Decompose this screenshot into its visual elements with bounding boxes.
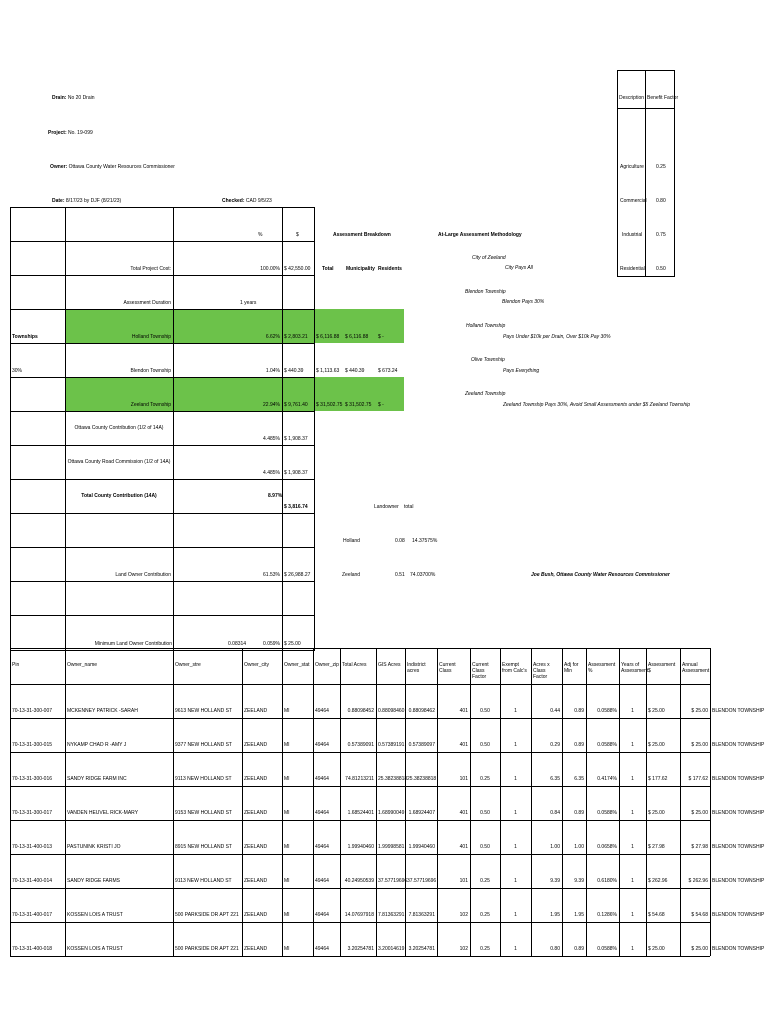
table-gridline	[10, 752, 710, 753]
split-landowner: 0.51	[395, 572, 405, 578]
table-cell: 49464	[315, 742, 329, 748]
table-cell: 0.88098460	[378, 708, 405, 714]
table-cell: $ 177.62	[648, 776, 668, 782]
holland-value: $ 2,803.21	[284, 334, 308, 340]
split-landowner: 0.08	[395, 538, 405, 544]
table-cell: MI	[284, 810, 290, 816]
table-cell: 0.50	[480, 810, 490, 816]
min-landowner-pct: 0.059%	[263, 641, 280, 647]
table-cell: 0.80	[550, 946, 560, 952]
split-total: 14.37575%	[412, 538, 438, 544]
table-cell: MI	[284, 742, 290, 748]
table-gridline	[376, 648, 377, 956]
table-cell: 1.00	[550, 844, 560, 850]
table-cell: $ 25.00	[648, 708, 665, 714]
table-cell: $ 25.00	[691, 946, 708, 952]
table-cell: 0.50	[480, 708, 490, 714]
table-cell: 49464	[315, 708, 329, 714]
table-cell: 1.95	[574, 912, 584, 918]
table-cell: ZEELAND	[244, 844, 268, 850]
table-cell: BLENDON TOWNSHIP	[712, 878, 765, 884]
total-county-label: Total County Contribution (14A)	[81, 493, 157, 499]
table-cell: 1	[514, 912, 517, 918]
col-pct: %	[258, 232, 263, 238]
table-cell: 0.84	[550, 810, 560, 816]
table-cell: 9.39	[574, 878, 584, 884]
table-cell: NYKAMP CHAD R -AMY J	[67, 742, 127, 748]
table-cell: MI	[284, 912, 290, 918]
benefit-desc: Commercial	[620, 198, 647, 204]
table-cell: 37.57719696	[378, 878, 408, 884]
table-header-cell: Total Acres	[342, 662, 367, 668]
table-cell: 7.81363291	[408, 912, 435, 918]
table-header-cell: Current Class Factor	[472, 662, 489, 680]
table-gridline	[282, 648, 283, 956]
benefit-col-factor: Benefit Factor	[647, 95, 679, 101]
table-gridline	[10, 684, 710, 685]
table-cell: 1	[631, 776, 634, 782]
benefit-desc: Agriculture	[620, 164, 644, 170]
table-header-cell: Owner_name	[67, 662, 98, 668]
table-header-cell: Exempt from Calc's	[502, 662, 527, 674]
table-header-cell: Indistrict acres	[407, 662, 426, 674]
table-header-cell: Owner_stat	[284, 662, 310, 668]
split-name: Holland	[343, 538, 360, 544]
table-gridline	[340, 648, 341, 956]
table-gridline	[65, 648, 66, 956]
table-gridline	[10, 956, 710, 957]
checked-value: CAD 9/5/23	[245, 198, 272, 204]
table-cell: 49464	[315, 844, 329, 850]
table-cell: BLENDON TOWNSHIP	[712, 776, 765, 782]
table-cell: 1.99998581	[378, 844, 405, 850]
benefit-desc: Industrial	[622, 232, 643, 238]
table-gridline	[437, 648, 438, 956]
min-landowner-value: $ 25.00	[284, 641, 301, 647]
table-cell: 401	[459, 810, 468, 816]
assessment-duration-label: Assessment Duration	[123, 300, 171, 306]
table-cell: ZEELAND	[244, 776, 268, 782]
table-cell: 1	[631, 912, 634, 918]
table-gridline	[10, 648, 710, 649]
table-cell: MCKENNEY PATRICK -SARAH	[67, 708, 138, 714]
checked-label: Checked: CAD 9/5/23	[222, 198, 272, 204]
table-cell: ZEELAND	[244, 810, 268, 816]
table-cell: ZEELAND	[244, 708, 268, 714]
table-cell: 0.6180%	[597, 878, 617, 884]
table-cell: 3.20014619	[378, 946, 405, 952]
landowner-col: Landowner	[374, 504, 399, 510]
table-cell: 8915 NEW HOLLAND ST	[175, 844, 232, 850]
table-cell: 49464	[315, 810, 329, 816]
benefit-col-description: Description	[619, 95, 645, 101]
table-cell: 0.88098462	[408, 708, 435, 714]
col-dollar: $	[296, 232, 299, 238]
benefit-factor: 0.25	[656, 164, 666, 170]
table-header-cell: Acres x Class Factor	[533, 662, 550, 680]
table-cell: 1	[514, 844, 517, 850]
table-cell: MI	[284, 946, 290, 952]
table-header-cell: GIS Acres	[378, 662, 401, 668]
table-cell: 49464	[315, 776, 329, 782]
zeeland-muni: $ 31,502.75	[345, 402, 372, 408]
table-gridline	[10, 922, 710, 923]
total-county-pct: 8.97%	[268, 493, 283, 499]
table-cell: 7.81363291	[378, 912, 405, 918]
total-county-value: $ 3,816.74	[284, 504, 308, 510]
table-cell: 1	[631, 844, 634, 850]
table-gridline	[10, 648, 11, 956]
project-label: Project: No. 19-099	[48, 130, 93, 136]
table-cell: 0.89	[574, 946, 584, 952]
benefit-factor: 0.80	[656, 198, 666, 204]
table-gridline	[173, 648, 174, 956]
table-cell: 70-13-31-400-018	[12, 946, 53, 952]
table-cell: 6.35	[574, 776, 584, 782]
method-name: Olive Township	[471, 357, 505, 363]
table-cell: 1	[514, 946, 517, 952]
table-cell: $ 25.00	[691, 742, 708, 748]
date-value: 8/17/23 by DJF (8/21/23)	[65, 198, 122, 204]
table-cell: $ 27.98	[691, 844, 708, 850]
holland-total: $ 6,116.88	[316, 334, 340, 340]
method-desc: Pays Under $10k per Drain, Over $10k Pay 30%	[503, 334, 611, 340]
table-cell: 70-13-31-300-016	[12, 776, 53, 782]
table-cell: $ 262.96	[648, 878, 668, 884]
table-header-cell: Annual Assessment	[682, 662, 710, 674]
table-gridline	[562, 648, 563, 956]
holland-pct: 6.62%	[265, 334, 280, 340]
table-cell: $ 25.00	[691, 810, 708, 816]
table-header-cell: Pin	[12, 662, 20, 668]
blendon-muni: $ 440.39	[345, 368, 365, 374]
total-project-cost-label: Total Project Cost:	[130, 266, 171, 272]
ottawa-road-label: Ottawa County Road Commission (1/2 of 14A)	[67, 459, 171, 465]
blendon-pct: 1.04%	[265, 368, 280, 374]
table-header-cell: Current Class	[439, 662, 456, 674]
table-header-cell: Years of Assessment	[621, 662, 649, 674]
townships-label: Townships	[12, 334, 38, 340]
total-header: Total	[322, 266, 334, 272]
table-cell: $ 25.00	[691, 708, 708, 714]
total-project-cost-value: $ 42,550.00	[284, 266, 311, 272]
table-cell: 25.38238818	[378, 776, 408, 782]
table-cell: 1	[631, 810, 634, 816]
table-cell: 70-13-31-300-017	[12, 810, 53, 816]
zeeland-township-label: Zeeland Township	[130, 402, 171, 408]
table-cell: 102	[459, 946, 468, 952]
table-cell: 1	[631, 878, 634, 884]
landowner-contribution-label: Land Owner Contribution	[115, 572, 171, 578]
table-gridline	[10, 820, 710, 821]
table-cell: 0.57389191	[378, 742, 405, 748]
signature: Joe Bush, Ottawa County Water Resources Commissioner	[531, 572, 670, 578]
table-cell: 0.29	[550, 742, 560, 748]
table-cell: ZEELAND	[244, 912, 268, 918]
table-cell: 401	[459, 708, 468, 714]
methodology-title: At-Large Assessment Methodology	[438, 232, 522, 238]
method-desc: City Pays All	[505, 265, 533, 271]
blendon-res: $ 673.24	[378, 368, 398, 374]
table-cell: BLENDON TOWNSHIP	[712, 742, 765, 748]
table-cell: 0.50	[480, 742, 490, 748]
table-cell: 0.57389097	[408, 742, 435, 748]
method-name: Blendon Township	[465, 289, 506, 295]
table-cell: 0.25	[480, 912, 490, 918]
municipality-header: Municipality	[346, 266, 375, 272]
table-cell: 0.4174%	[597, 776, 617, 782]
table-cell: 9113 NEW HOLLAND ST	[175, 878, 232, 884]
min-landowner-label: Minimum Land Owner Contribution	[94, 641, 172, 647]
table-cell: 0.50	[480, 844, 490, 850]
table-cell: 70-13-31-300-015	[12, 742, 53, 748]
table-header-cell: Owner_city	[244, 662, 270, 668]
zeeland-total: $ 31,502.75	[316, 402, 343, 408]
zeeland-pct: 22.94%	[263, 402, 280, 408]
table-cell: MI	[284, 708, 290, 714]
table-cell: 14.07697918	[344, 912, 374, 918]
table-cell: MI	[284, 844, 290, 850]
project-value: No. 19-099	[68, 130, 93, 136]
table-cell: 3.20254781	[347, 946, 374, 952]
table-cell: 1.68990049	[378, 810, 405, 816]
table-gridline	[242, 648, 243, 956]
table-gridline	[10, 854, 710, 855]
ottawa-road-pct: 4.485%	[263, 470, 280, 476]
table-cell: $ 262.96	[688, 878, 708, 884]
table-cell: 102	[459, 912, 468, 918]
table-cell: $ 54.68	[691, 912, 708, 918]
owner-label: Owner: Ottawa County Water Resources Commissioner	[50, 164, 175, 170]
drain-label: Drain: No 20 Drain	[52, 95, 95, 101]
table-cell: 6.35	[550, 776, 560, 782]
table-cell: 101	[459, 776, 468, 782]
landowner-value: $ 26,988.27	[284, 572, 311, 578]
ottawa-county-label: Ottawa County Contribution (1/2 of 14A)	[74, 425, 164, 431]
blendon-total: $ 1,113.63	[316, 368, 340, 374]
table-cell: SANDY RIDGE FARM INC	[67, 776, 127, 782]
table-gridline	[646, 648, 647, 956]
table-cell: $ 27.98	[648, 844, 665, 850]
table-cell: 0.0588%	[597, 946, 617, 952]
holland-township-label: Holland Township	[131, 334, 171, 340]
table-cell: 40.24950539	[344, 878, 374, 884]
table-cell: MI	[284, 776, 290, 782]
table-cell: 9113 NEW HOLLAND ST	[175, 776, 232, 782]
table-cell: 25.38238818	[407, 776, 437, 782]
table-cell: BLENDON TOWNSHIP	[712, 946, 765, 952]
table-gridline	[405, 648, 406, 956]
table-cell: 0.88098452	[347, 708, 374, 714]
total-project-cost-pct: 100.00%	[260, 266, 280, 272]
table-cell: ZEELAND	[244, 946, 268, 952]
townships-pct: 30%	[12, 368, 23, 374]
table-cell: 74.81213211	[345, 776, 374, 782]
table-cell: 1	[514, 742, 517, 748]
drain-value: No 20 Drain	[67, 95, 95, 101]
table-gridline	[470, 648, 471, 956]
table-cell: KOSSEN LOIS A TRUST	[67, 912, 123, 918]
zeeland-res: $ -	[378, 402, 384, 408]
table-cell: 0.25	[480, 946, 490, 952]
benefit-desc: Residential	[620, 266, 645, 272]
method-name: Holland Township	[466, 323, 506, 329]
table-cell: 70-13-31-400-013	[12, 844, 53, 850]
table-cell: 401	[459, 742, 468, 748]
ottawa-county-value: $ 1,908.37	[284, 436, 308, 442]
table-cell: 1	[514, 776, 517, 782]
table-gridline	[680, 648, 681, 956]
table-cell: 3.20254781	[408, 946, 435, 952]
table-gridline	[10, 888, 710, 889]
total-col: total	[404, 504, 414, 510]
table-header-cell: Owner_stre	[175, 662, 201, 668]
table-cell: 9377 NEW HOLLAND ST	[175, 742, 232, 748]
method-desc: Zeeland Township Pays 30%, Avoid Small Assessments under $5 Zeeland Township	[503, 402, 691, 408]
method-desc: Blendon Pays 30%	[502, 299, 545, 305]
method-name: Zeeland Township	[465, 391, 506, 397]
table-cell: 49464	[315, 946, 329, 952]
table-cell: BLENDON TOWNSHIP	[712, 810, 765, 816]
table-gridline	[10, 718, 710, 719]
table-cell: $ 25.00	[648, 810, 665, 816]
table-cell: $ 25.00	[648, 742, 665, 748]
residents-header: Residents	[378, 266, 402, 272]
assessment-duration-value: 1 years	[240, 300, 257, 306]
holland-muni: $ 6,116.88	[345, 334, 369, 340]
table-cell: 1.99940460	[408, 844, 435, 850]
table-cell: BLENDON TOWNSHIP	[712, 708, 765, 714]
table-cell: 500 PARKSIDE DR APT 221	[175, 946, 239, 952]
split-total: 74.03700%	[410, 572, 436, 578]
table-cell: 70-13-31-400-014	[12, 878, 53, 884]
table-gridline	[500, 648, 501, 956]
table-cell: 49464	[315, 912, 329, 918]
table-cell: 0.89	[574, 810, 584, 816]
table-cell: 0.44	[550, 708, 560, 714]
table-cell: 0.0588%	[597, 810, 617, 816]
split-name: Zeeland	[342, 572, 361, 578]
date-label: Date: 8/17/23 by DJF (8/21/23)	[52, 198, 122, 204]
table-cell: SANDY RIDGE FARMS	[67, 878, 120, 884]
ottawa-road-value: $ 1,908.37	[284, 470, 308, 476]
table-cell: 401	[459, 844, 468, 850]
table-cell: 0.25	[480, 878, 490, 884]
table-cell: 0.1286%	[597, 912, 617, 918]
table-cell: 9.39	[550, 878, 560, 884]
table-gridline	[313, 648, 314, 956]
table-header-cell: Assessment %	[588, 662, 616, 674]
table-cell: 101	[459, 878, 468, 884]
table-cell: 1.00	[574, 844, 584, 850]
table-cell: 9153 NEW HOLLAND ST	[175, 810, 232, 816]
table-cell: 0.89	[574, 708, 584, 714]
table-cell: 70-13-31-300-007	[12, 708, 53, 714]
landowner-pct: 61.53%	[263, 572, 280, 578]
blendon-township-label: Blendon Township	[130, 368, 171, 374]
table-cell: $ 25.00	[648, 946, 665, 952]
table-cell: 0.0658%	[597, 844, 617, 850]
table-cell: ZEELAND	[244, 742, 268, 748]
table-cell: PASTUNINK KRISTI JO	[67, 844, 121, 850]
table-cell: 49464	[315, 878, 329, 884]
table-cell: 1	[631, 946, 634, 952]
table-cell: 9613 NEW HOLLAND ST	[175, 708, 232, 714]
table-cell: 1.68524401	[347, 810, 374, 816]
table-cell: 70-13-31-400-017	[12, 912, 53, 918]
table-cell: 37.57719696	[407, 878, 437, 884]
table-header-cell: Assessment $	[648, 662, 676, 674]
method-desc: Pays Everything	[503, 368, 540, 374]
table-cell: 0.57389091	[347, 742, 374, 748]
table-cell: $ 54.68	[648, 912, 665, 918]
assessment-breakdown: Assessment Breakdown	[333, 232, 391, 238]
table-cell: VANDEN HEUVEL RICK-MARY	[67, 810, 139, 816]
table-cell: 0.89	[574, 742, 584, 748]
table-cell: BLENDON TOWNSHIP	[712, 844, 765, 850]
table-cell: 1	[514, 708, 517, 714]
table-header-cell: Adj for Min	[564, 662, 579, 674]
table-cell: ZEELAND	[244, 878, 268, 884]
table-cell: 1	[514, 878, 517, 884]
table-gridline	[710, 648, 711, 956]
table-cell: $ 177.62	[688, 776, 708, 782]
ottawa-county-pct: 4.485%	[263, 436, 280, 442]
table-gridline	[10, 786, 710, 787]
table-cell: 0.0588%	[597, 742, 617, 748]
min-landowner-a: 0.08314	[228, 641, 247, 647]
table-cell: 1.68924407	[408, 810, 435, 816]
table-cell: 1.95	[550, 912, 560, 918]
owner-value: Ottawa County Water Resources Commissioner	[68, 164, 175, 170]
table-gridline	[586, 648, 587, 956]
table-cell: 1.99940460	[347, 844, 374, 850]
table-cell: KOSSEN LOIS A TRUST	[67, 946, 123, 952]
table-cell: 500 PARKSIDE DR APT 221	[175, 912, 239, 918]
table-cell: 1	[514, 810, 517, 816]
table-cell: MI	[284, 878, 290, 884]
table-cell: 1	[631, 708, 634, 714]
zeeland-value: $ 9,761.40	[284, 402, 308, 408]
table-cell: 0.25	[480, 776, 490, 782]
table-gridline	[619, 648, 620, 956]
method-name: City of Zeeland	[472, 255, 506, 261]
benefit-factor: 0.75	[656, 232, 666, 238]
table-header-cell: Owner_zip	[315, 662, 339, 668]
table-cell: 0.0588%	[597, 708, 617, 714]
table-gridline	[531, 648, 532, 956]
table-cell: 1	[631, 742, 634, 748]
benefit-factor: 0.50	[656, 266, 666, 272]
holland-res: $ -	[378, 334, 384, 340]
blendon-value: $ 440.39	[284, 368, 304, 374]
table-cell: BLENDON TOWNSHIP	[712, 912, 765, 918]
